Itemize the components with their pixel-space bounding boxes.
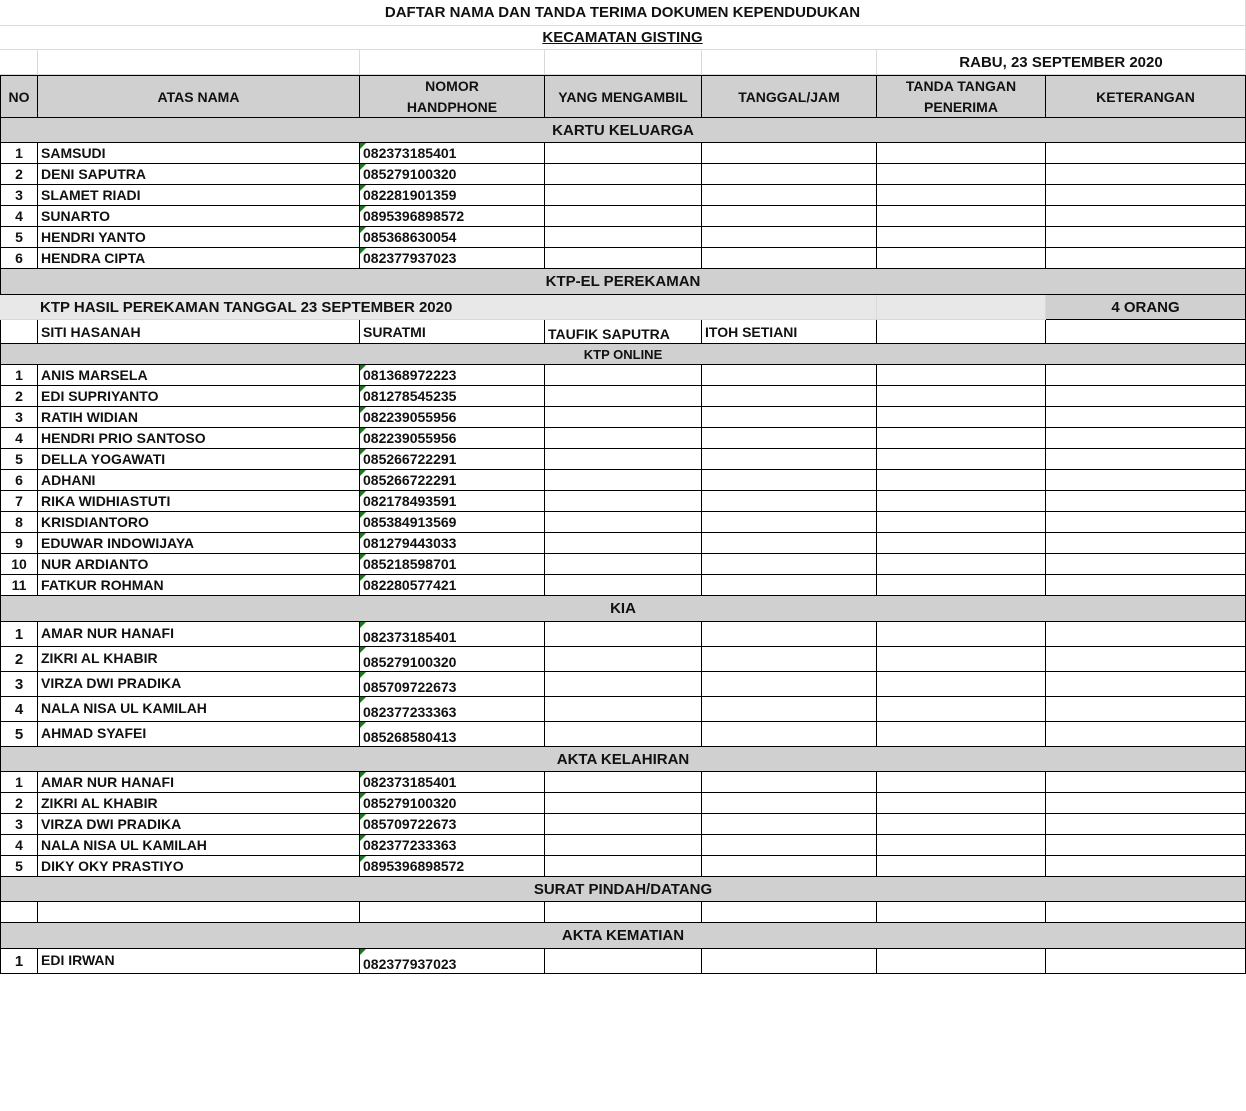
empty-cell [702,50,877,75]
empty-cell [877,407,1046,428]
empty-cell [545,428,702,449]
row-phone: 085279100320 [360,647,545,672]
row-phone: 0895396898572 [360,206,545,227]
section-title-kartu-keluarga: KARTU KELUARGA [0,118,1246,143]
empty-cell [702,772,877,793]
empty-cell [877,647,1046,672]
subtitle-text: KECAMATAN GISTING [542,29,703,46]
row-phone: 085266722291 [360,470,545,491]
header-tanggal-jam: TANGGAL/JAM [702,75,877,118]
row-number: 2 [0,793,38,814]
table-row [0,365,1246,386]
empty-cell [877,185,1046,206]
row-name: RATIH WIDIAN [38,407,360,428]
row-number: 3 [0,814,38,835]
row-phone: 085709722673 [360,672,545,697]
row-number: 4 [0,835,38,856]
row-number: 4 [0,206,38,227]
empty-cell [877,449,1046,470]
table-row [0,622,1246,647]
header-yang-mengambil: YANG MENGAMBIL [545,75,702,118]
empty-cell [545,835,702,856]
empty-cell [545,143,702,164]
table-row [0,772,1246,793]
row-number: 1 [0,365,38,386]
empty-cell [877,248,1046,269]
row-name: EDUWAR INDOWIJAYA [38,533,360,554]
row-number: 4 [0,428,38,449]
empty-cell [1046,428,1246,449]
section-title-ktp-online: KTP ONLINE [0,344,1246,365]
title-row [0,0,1246,26]
row-number: 11 [0,575,38,596]
empty-cell [545,772,702,793]
row-name: DENI SAPUTRA [38,164,360,185]
empty-cell [1046,407,1246,428]
empty-cell [1046,449,1246,470]
empty-cell [545,793,702,814]
ktp-el-name: SURATMI [360,320,545,344]
section-band-kartu-keluarga [0,118,1246,143]
table-row [0,512,1246,533]
row-name: DIKY OKY PRASTIYO [38,856,360,877]
row-name: ZIKRI AL KHABIR [38,793,360,814]
empty-cell [545,50,702,75]
row-number: 8 [0,512,38,533]
header-atas-nama: ATAS NAMA [38,75,360,118]
table-row [0,697,1246,722]
section-title-akta-kelahiran: AKTA KELAHIRAN [0,747,1246,772]
empty-cell [702,554,877,575]
empty-cell [877,295,1046,320]
empty-cell [1046,814,1246,835]
empty-cell [877,491,1046,512]
row-name: SAMSUDI [38,143,360,164]
row-number: 4 [0,697,38,722]
row-phone: 082377233363 [360,697,545,722]
empty-cell [877,533,1046,554]
section-title-surat-pindah: SURAT PINDAH/DATANG [0,877,1246,902]
table-row [0,227,1246,248]
empty-cell [702,185,877,206]
empty-cell [1046,772,1246,793]
table-row [0,206,1246,227]
empty-cell [1046,949,1246,974]
empty-cell [702,164,877,185]
empty-cell [702,575,877,596]
table-row [0,248,1246,269]
row-phone: 085368630054 [360,227,545,248]
empty-cell [877,793,1046,814]
akta-kelahiran-rows [0,772,1246,877]
empty-cell [702,814,877,835]
row-name: ADHANI [38,470,360,491]
empty-cell [702,248,877,269]
empty-cell [1046,554,1246,575]
empty-cell [877,512,1046,533]
header-ttd-line2: PENERIMA [924,98,998,115]
section-band-akta-kematian [0,923,1246,949]
empty-cell [877,902,1046,923]
row-phone: 081279443033 [360,533,545,554]
empty-cell [1046,470,1246,491]
empty-cell [545,227,702,248]
row-name: KRISDIANTORO [38,512,360,533]
row-phone: 082281901359 [360,185,545,206]
table-row [0,814,1246,835]
empty-cell [877,814,1046,835]
row-phone: 082373185401 [360,622,545,647]
empty-cell [1046,622,1246,647]
empty-cell [545,512,702,533]
row-phone: 082280577421 [360,575,545,596]
empty-cell [545,902,702,923]
row-name: ANIS MARSELA [38,365,360,386]
empty-cell [877,365,1046,386]
empty-cell [1046,902,1246,923]
kia-rows [0,622,1246,747]
empty-cell [702,533,877,554]
row-number: 1 [0,949,38,974]
akta-kematian-rows [0,949,1246,974]
header-hp-line1: NOMOR [425,77,479,94]
empty-cell [877,143,1046,164]
empty-cell [545,365,702,386]
row-number: 2 [0,647,38,672]
row-number: 5 [0,227,38,248]
empty-cell [545,164,702,185]
row-name: NALA NISA UL KAMILAH [38,697,360,722]
row-phone: 085709722673 [360,814,545,835]
empty-cell [545,206,702,227]
row-number: 2 [0,386,38,407]
row-name: AHMAD SYAFEI [38,722,360,747]
empty-cell [1046,143,1246,164]
date-label: RABU, 23 SEPTEMBER 2020 [877,50,1246,75]
table-row [0,185,1246,206]
empty-cell [545,697,702,722]
document-subtitle [0,26,1246,50]
empty-cell [1046,512,1246,533]
section-title-akta-kematian: AKTA KEMATIAN [0,923,1246,949]
row-phone: 0895396898572 [360,856,545,877]
row-number: 9 [0,533,38,554]
row-phone: 082377937023 [360,949,545,974]
row-name: EDI IRWAN [38,949,360,974]
table-row [0,793,1246,814]
row-phone: 082377937023 [360,248,545,269]
header-tanda-tangan [877,75,1046,118]
row-number: 6 [0,248,38,269]
row-name: AMAR NUR HANAFI [38,772,360,793]
empty-cell [702,491,877,512]
section-band-akta-kelahiran [0,747,1246,772]
empty-cell [702,902,877,923]
ktp-el-result-label: KTP HASIL PEREKAMAN TANGGAL 23 SEPTEMBER 2020 [0,295,877,320]
kartu-keluarga-rows [0,143,1246,269]
section-title-kia: KIA [0,596,1246,622]
empty-cell [702,386,877,407]
row-number: 1 [0,772,38,793]
empty-cell [702,512,877,533]
empty-cell [1046,248,1246,269]
empty-cell [1046,697,1246,722]
section-band-kia [0,596,1246,622]
empty-cell [702,856,877,877]
empty-cell [1046,835,1246,856]
ktp-el-name: TAUFIK SAPUTRA [545,320,702,344]
row-name: ZIKRI AL KHABIR [38,647,360,672]
empty-cell [702,449,877,470]
table-row [0,554,1246,575]
empty-cell [545,533,702,554]
empty-cell [702,365,877,386]
empty-cell [545,722,702,747]
empty-cell [545,386,702,407]
empty-cell [702,949,877,974]
table-row [0,647,1246,672]
ktp-online-rows [0,365,1246,596]
row-phone: 082239055956 [360,428,545,449]
row-phone: 082239055956 [360,407,545,428]
row-phone: 082377233363 [360,835,545,856]
row-name: SLAMET RIADI [38,185,360,206]
row-name: NUR ARDIANTO [38,554,360,575]
ktp-el-count: 4 ORANG [1046,295,1246,320]
empty-cell [545,470,702,491]
empty-cell [877,835,1046,856]
header-nomor-handphone [360,75,545,118]
empty-cell [877,428,1046,449]
ktp-el-result-row [0,295,1246,320]
empty-cell [877,164,1046,185]
empty-cell [360,902,545,923]
empty-cell [545,407,702,428]
empty-cell [1046,386,1246,407]
empty-cell [1046,722,1246,747]
empty-cell [702,672,877,697]
row-name: HENDRI YANTO [38,227,360,248]
row-number: 10 [0,554,38,575]
row-number: 5 [0,722,38,747]
empty-cell [877,386,1046,407]
row-number: 5 [0,449,38,470]
ktp-el-name: SITI HASANAH [38,320,360,344]
row-phone: 085279100320 [360,164,545,185]
empty-cell [545,248,702,269]
empty-cell [38,50,360,75]
empty-cell [1046,164,1246,185]
section-band-ktp-online [0,344,1246,365]
table-row [0,428,1246,449]
header-no: NO [0,75,38,118]
empty-cell [545,647,702,672]
table-row [0,575,1246,596]
empty-cell [1046,320,1246,344]
empty-cell [877,470,1046,491]
row-phone: 085266722291 [360,449,545,470]
row-number: 2 [0,164,38,185]
table-header-row [0,75,1246,118]
empty-cell [702,835,877,856]
empty-cell [702,793,877,814]
empty-cell [360,50,545,75]
empty-cell [545,672,702,697]
empty-cell [1046,793,1246,814]
row-number: 6 [0,470,38,491]
empty-cell [545,575,702,596]
empty-cell [545,949,702,974]
empty-cell [877,575,1046,596]
empty-cell [877,227,1046,248]
row-name: HENDRI PRIO SANTOSO [38,428,360,449]
empty-cell [877,622,1046,647]
empty-cell [877,697,1046,722]
surat-pindah-rows [0,902,1246,923]
table-row [0,856,1246,877]
empty-cell [1046,365,1246,386]
empty-cell [702,647,877,672]
empty-cell [545,554,702,575]
empty-cell [1046,533,1246,554]
empty-cell [545,185,702,206]
row-number: 3 [0,672,38,697]
row-name: FATKUR ROHMAN [38,575,360,596]
row-number: 1 [0,143,38,164]
table-row [0,835,1246,856]
empty-cell [545,491,702,512]
row-phone: 085279100320 [360,793,545,814]
row-name: DELLA YOGAWATI [38,449,360,470]
empty-cell [702,227,877,248]
table-row [0,449,1246,470]
row-phone: 081278545235 [360,386,545,407]
section-title-ktp-el: KTP-EL PEREKAMAN [0,269,1246,295]
row-name: VIRZA DWI PRADIKA [38,814,360,835]
row-phone: 085384913569 [360,512,545,533]
empty-cell [1046,647,1246,672]
row-number: 3 [0,185,38,206]
section-band-surat-pindah [0,877,1246,902]
header-keterangan: KETERANGAN [1046,75,1246,118]
empty-cell [1046,672,1246,697]
empty-cell [1046,185,1246,206]
empty-cell [702,407,877,428]
empty-cell [545,814,702,835]
header-hp-line2: HANDPHONE [406,98,498,115]
date-row [0,50,1246,75]
table-row [0,143,1246,164]
ktp-el-names-row [0,320,1246,344]
header-ttd-line1: TANDA TANGAN [905,77,1017,94]
row-name: RIKA WIDHIASTUTI [38,491,360,512]
empty-cell [877,206,1046,227]
row-name: HENDRA CIPTA [38,248,360,269]
empty-cell [702,470,877,491]
row-name: AMAR NUR HANAFI [38,622,360,647]
empty-cell [877,554,1046,575]
row-phone: 081368972223 [360,365,545,386]
empty-cell [1046,206,1246,227]
row-phone: 082178493591 [360,491,545,512]
empty-cell [0,50,38,75]
empty-cell [702,697,877,722]
empty-cell [702,722,877,747]
table-row [0,722,1246,747]
table-row [0,407,1246,428]
row-name: NALA NISA UL KAMILAH [38,835,360,856]
table-row [0,672,1246,697]
row-phone: 082373185401 [360,772,545,793]
empty-cell [702,206,877,227]
row-phone: 085218598701 [360,554,545,575]
empty-cell [877,856,1046,877]
table-row [0,533,1246,554]
empty-cell [1046,856,1246,877]
row-name: VIRZA DWI PRADIKA [38,672,360,697]
empty-cell [545,622,702,647]
section-band-ktp-el [0,269,1246,295]
empty-cell [702,143,877,164]
empty-cell [38,902,360,923]
row-phone: 082373185401 [360,143,545,164]
table-row [0,470,1246,491]
empty-cell [702,428,877,449]
table-row [0,491,1246,512]
ktp-el-name: ITOH SETIANI [702,320,877,344]
empty-cell [877,949,1046,974]
row-name: SUNARTO [38,206,360,227]
table-row [0,386,1246,407]
empty-cell [1046,227,1246,248]
empty-cell [702,622,877,647]
row-number: 5 [0,856,38,877]
table-row [0,949,1246,974]
table-row [0,902,1246,923]
row-number: 3 [0,407,38,428]
row-name: EDI SUPRIYANTO [38,386,360,407]
empty-cell [1046,491,1246,512]
empty-cell [877,672,1046,697]
empty-cell [1046,575,1246,596]
row-number: 7 [0,491,38,512]
table-row [0,164,1246,185]
empty-cell [545,449,702,470]
empty-cell [0,320,38,344]
row-number: 1 [0,622,38,647]
empty-cell [545,856,702,877]
row-phone: 085268580413 [360,722,545,747]
empty-cell [877,320,1046,344]
document-title: DAFTAR NAMA DAN TANDA TERIMA DOKUMEN KEPENDUDUKAN [0,0,1246,26]
subtitle-row [0,26,1246,50]
empty-cell [0,902,38,923]
empty-cell [877,772,1046,793]
empty-cell [877,722,1046,747]
